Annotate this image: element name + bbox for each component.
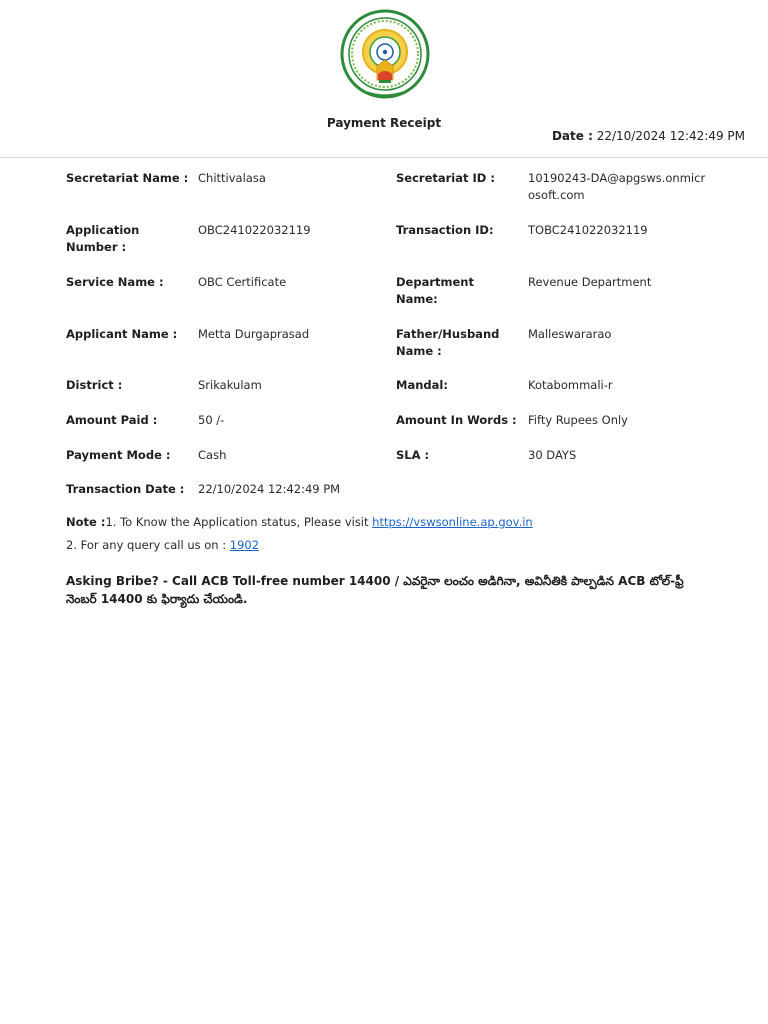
application-status-link[interactable]: https://vswsonline.ap.gov.in (372, 515, 533, 529)
application-number-label: Application Number : (66, 223, 140, 254)
details-row (66, 274, 708, 308)
details-row (66, 222, 708, 256)
note-label: Note : (66, 515, 106, 529)
mandal-label: Mandal: (396, 378, 448, 392)
helpline-number-link[interactable]: 1902 (229, 538, 260, 552)
district-value: Srikakulam (198, 378, 262, 392)
date-value: 22/10/2024 12:42:49 PM (596, 129, 745, 143)
application-number-value: OBC241022032119 (198, 223, 311, 237)
district-label: District : (66, 378, 123, 392)
department-name-label: Department Name: (396, 275, 474, 306)
secretariat-id-label: Secretariat ID : (396, 171, 495, 185)
applicant-name-value: Metta Durgaprasad (198, 327, 310, 341)
amount-in-words-label: Amount In Words : (396, 413, 517, 427)
transaction-date-label: Transaction Date : (66, 482, 185, 496)
amount-in-words-value: Fifty Rupees Only (528, 413, 628, 427)
details-row (66, 481, 396, 498)
details-row (66, 447, 708, 464)
receipt-header (0, 0, 768, 158)
note-1-text: 1. To Know the Application status, Please visit (105, 515, 373, 529)
sla-value: 30 DAYS (528, 448, 577, 462)
note-2-text: 2. For any query call us on : (66, 538, 230, 552)
ap-government-emblem-icon (339, 8, 431, 102)
receipt-date (552, 129, 745, 143)
applicant-name-label: Applicant Name : (66, 327, 178, 341)
payment-mode-label: Payment Mode : (66, 448, 171, 462)
page-title: Payment Receipt (326, 116, 442, 130)
payment-mode-value: Cash (198, 448, 227, 462)
details-row (66, 326, 708, 360)
secretariat-id-value: 10190243-DA@apgsws.onmicrosoft.com (528, 171, 706, 202)
transaction-id-label: Transaction ID: (396, 223, 494, 237)
transaction-date-value: 22/10/2024 12:42:49 PM (198, 482, 341, 496)
father-husband-name-label: Father/Husband Name : (396, 327, 500, 358)
transaction-id-value: TOBC241022032119 (528, 223, 648, 237)
note-line-1 (66, 515, 533, 529)
details-row (66, 377, 708, 394)
amount-paid-label: Amount Paid : (66, 413, 158, 427)
secretariat-name-label: Secretariat Name : (66, 171, 189, 185)
secretariat-name-value: Chittivalasa (198, 171, 266, 185)
amount-paid-value: 50 /- (198, 413, 225, 427)
father-husband-name-value: Malleswararao (528, 327, 612, 341)
department-name-value: Revenue Department (528, 275, 652, 289)
note-line-2 (66, 538, 259, 552)
acb-bribe-notice: Asking Bribe? - Call ACB Toll-free number 14400 / ఎవరైనా లంచం అడిగినా, అవినీతికి పాల్పడిన ACB టోల్-ఫ్రీ నెంబర్ 14400 కు ఫిర్యాదు చేయండి. (66, 574, 684, 606)
details-row (66, 412, 708, 429)
mandal-value: Kotabommali-r (528, 378, 613, 392)
sla-label: SLA : (396, 448, 430, 462)
details-row (66, 170, 708, 204)
service-name-label: Service Name : (66, 275, 164, 289)
service-name-value: OBC Certificate (198, 275, 287, 289)
date-label: Date : (551, 129, 593, 143)
